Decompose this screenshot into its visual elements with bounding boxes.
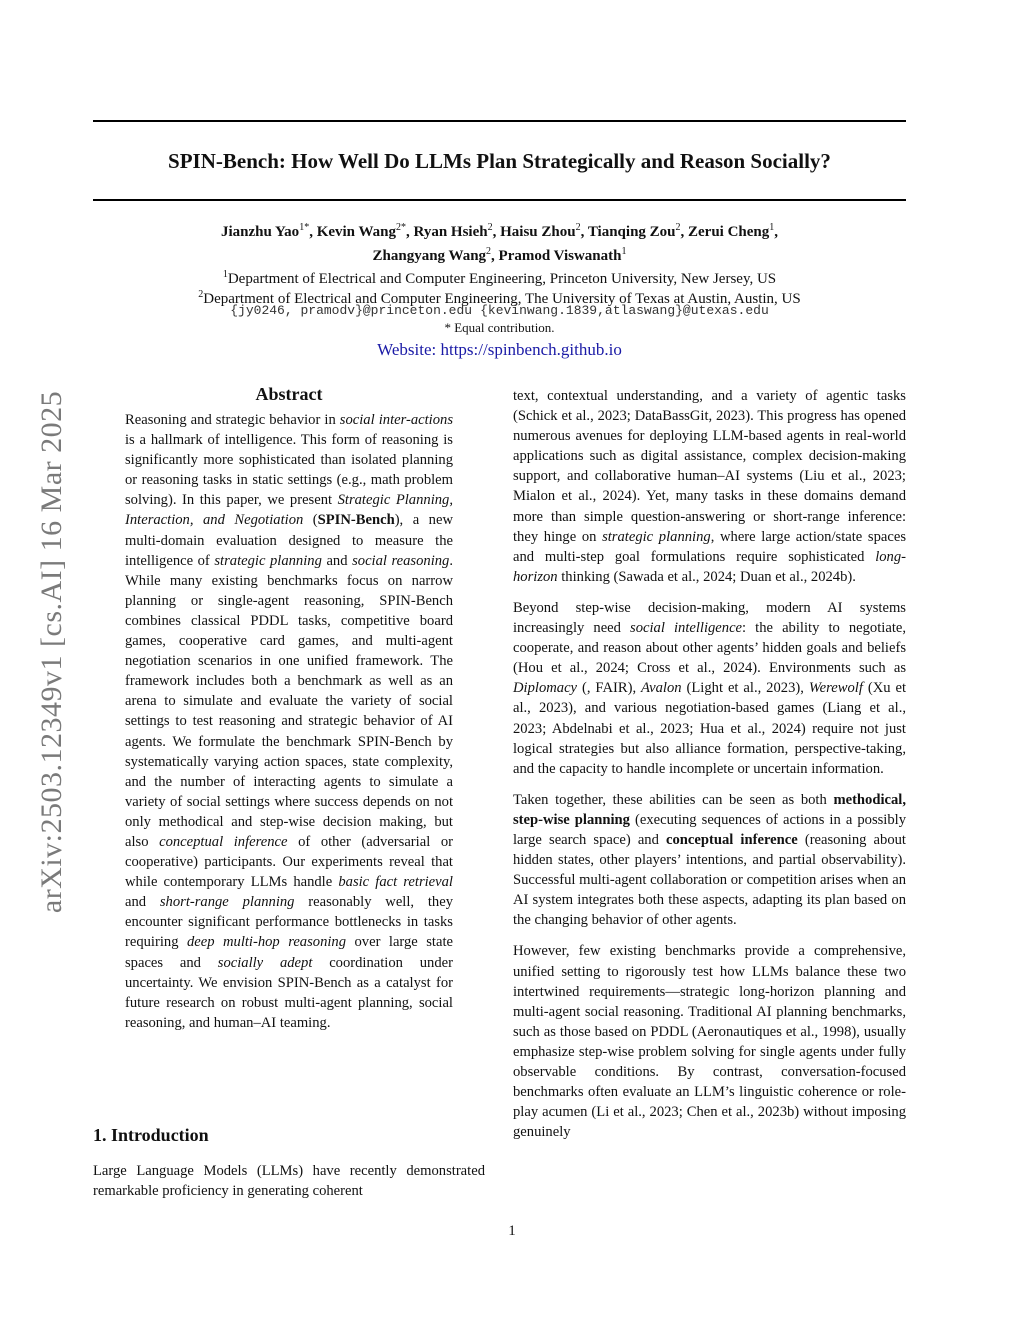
author-affiliation-marker: 1 [621, 246, 627, 257]
italic-run: deep multi-hop reasoning [186, 934, 347, 951]
page-number: 1 [508, 1223, 516, 1239]
email-utexas[interactable]: {kevinwang.1839,atlaswang}@utexas.edu [480, 303, 769, 318]
author-name: Pramod Viswanath$^1$ [498, 246, 627, 264]
author-name: Kevin Wang$^{2*}$ [316, 222, 407, 240]
arxiv-sidebar-stamp: arXiv:2503.12349v1 [cs.AI] 16 Mar 2025 [35, 390, 68, 914]
intro-paragraph: Beyond step-wise decision-making, modern AI systems increasingly need social intelligence: the ability to negotiate, cooperate, and reason about other agents’ hidden goals and beliefs (Hou et al., 2024; Cross et al., 2024). Environments such as Diplomacy (, FAIR), Avalon (Light et al., 2023), Werewolf (Xu et al., 2023), and various negotiation-based games (Liang et al., 2023; Abdelnabi et al., 2023; Hua et al., 2024) require not just logical strategies but also alliance formation, perspective-taking, and the capacity to handle incomplete or uncertain information. [513, 599, 906, 777]
italic-run: long-horizon [513, 548, 906, 585]
italic-run: social intelligence [630, 620, 743, 637]
title-bottom-rule [93, 199, 906, 201]
author-affiliation-marker: 2* [396, 222, 407, 233]
author-affiliation-marker: 2 [486, 246, 492, 257]
bold-run: conceptual inference [666, 831, 798, 848]
author-name: Tianqing Zou$^2$ [587, 222, 681, 240]
right-column [513, 386, 906, 1153]
affiliation-2-text: Department of Electrical and Computer Engineering, The University of Texas at Austin, Austin, US [203, 291, 801, 307]
email-princeton[interactable]: {jy0246, pramodv}@princeton.edu [230, 303, 473, 318]
affiliation-1-text: Department of Electrical and Computer Engineering, Princeton University, New Jersey, US [227, 271, 777, 287]
italic-run: social inter-actions [339, 412, 453, 428]
italic-run: socially adept [217, 954, 313, 971]
bold-run: SPIN-Bench [317, 512, 395, 529]
abstract-heading: Abstract [255, 384, 323, 404]
italic-run: basic fact retrieval [338, 874, 453, 891]
italic-run: Strategic Planning, Interaction, and Negotiation [125, 492, 453, 529]
author-list: Jianzhu Yao$^{1*}$, Kevin Wang$^{2*}$, Ryan Hsieh$^2$, Haisu Zhou$^2$, Tianqing Zou$^2$, Zerui Cheng$^1$, Zhangyang Wang$^2$, Pramod Viswanath$^1$ [220, 222, 779, 264]
abstract-text: Reasoning and strategic behavior in social inter-actions is a hallmark of intelligence. This form of reasoning is significantly more sophisticated than isolated planning or reasoning tasks in static settings (e.g., math problem solving). In this paper, we present Strategic Planning, Interaction, and Negotiation (SPIN-Bench), a new multi-domain evaluation designed to measure the intelligence of strategic planning and social reasoning. While many existing benchmarks focus on narrow planning or single-agent reasoning, SPIN-Bench combines classical PDDL tasks, competitive board games, cooperative card games, and multi-agent negotiation scenarios in one unified framework. The framework includes both a benchmark as well as an arena to simulate and evaluate the variety of social settings to test reasoning and strategic behavior of AI agents. We formulate the benchmark SPIN-Bench by systematically varying action spaces, state complexity, and the number of interacting agents to simulate a variety of social settings where success depends on not only methodical and step-wise decision making, but also conceptual inference of other (adversarial or cooperative) participants. Our experiments reveal that while contemporary LLMs handle basic fact retrieval and short-range planning reasonably well, they encounter significant performance bottlenecks in tasks requiring deep multi-hop reasoning over large state spaces and socially adept coordination under uncertainty. We envision SPIN-Bench as a catalyst for future research on robust multi-agent planning, social reasoning, and human–AI teaming. [125, 412, 454, 1031]
author-name: Zhangyang Wang$^2$ [372, 246, 492, 264]
top-rule [93, 120, 906, 122]
italic-run: strategic planning [602, 528, 711, 545]
author-name: Jianzhu Yao$^{1*}$ [220, 222, 310, 240]
author-affiliation-marker: 2 [487, 222, 493, 233]
italic-run: Diplomacy [513, 680, 578, 697]
author-name: Zerui Cheng$^1$ [688, 222, 775, 240]
intro-paragraph: text, contextual understanding, and a variety of agentic tasks (Schick et al., 2023; DataBassGit, 2023). This progress has opened numerous avenues for deploying LLM-based agents in real-world applications such as digital assistance, complex decision-making support, and collaborative human–AI systems (Liu et al., 2023; Mialon et al., 2024). Yet, many tasks in these domains demand more than simple question-answering or short-range inference: they hinge on strategic planning, where large action/state spaces and multi-step goal formulations require sophisticated long-horizon thinking (Sawada et al., 2024; Duan et al., 2024b). [513, 388, 906, 585]
italic-run: conceptual inference [159, 833, 288, 850]
website-link[interactable]: Website: https://spinbench.github.io [377, 340, 622, 359]
author-affiliation-marker: 1* [299, 222, 310, 233]
intro-paragraph-left: Large Language Models (LLMs) have recently demonstrated remarkable proficiency in generating coherent [93, 1163, 485, 1200]
italic-run: Avalon [641, 680, 682, 697]
author-affiliation-marker: 2 [675, 222, 681, 233]
author-name: Ryan Hsieh$^2$ [413, 222, 493, 240]
author-name: Haisu Zhou$^2$ [500, 222, 581, 240]
affiliation-2-marker: 2 [198, 289, 204, 300]
italic-run: strategic planning [214, 552, 322, 569]
paper-title: SPIN-Bench: How Well Do LLMs Plan Strategically and Reason Socially? [168, 149, 831, 173]
italic-run: social reasoning [352, 552, 450, 569]
italic-run: short-range planning [159, 894, 295, 911]
italic-run: Werewolf [808, 680, 863, 697]
author-affiliation-marker: 1 [769, 222, 775, 233]
affiliation-1-marker: 1 [222, 269, 228, 280]
introduction-heading: 1. Introduction [93, 1125, 209, 1145]
equal-contribution-note: * Equal contribution. [444, 320, 555, 335]
intro-paragraph: However, few existing benchmarks provide a comprehensive, unified setting to rigorously test how LLMs balance these two intertwined requirements—strategic long-horizon planning and multi-agent social reasoning. Traditional AI planning benchmarks, such as those based on PDDL (Aeronautiques et al., 1998), usually emphasize step-wise problem solving for single agents under fully observable conditions. By contrast, conversation-focused benchmarks often evaluate an LLM’s linguistic coherence or role-play acumen (Li et al., 2023; Chen et al., 2023b) without imposing genuinely [513, 943, 906, 1141]
email-line [93, 303, 906, 318]
bold-run: methodical, step-wise planning [513, 791, 906, 828]
author-affiliation-marker: 2 [575, 222, 581, 233]
intro-paragraph: Taken together, these abilities can be seen as both methodical, step-wise planning (executing sequences of actions in a possibly large search space) and conceptual inference (reasoning about hidden states, other players’ intentions, and partial observability). Successful multi-agent collaboration or competition arises when an AI system integrates both these aspects, adapting its plan based on the changing behavior of other agents. [513, 791, 907, 929]
